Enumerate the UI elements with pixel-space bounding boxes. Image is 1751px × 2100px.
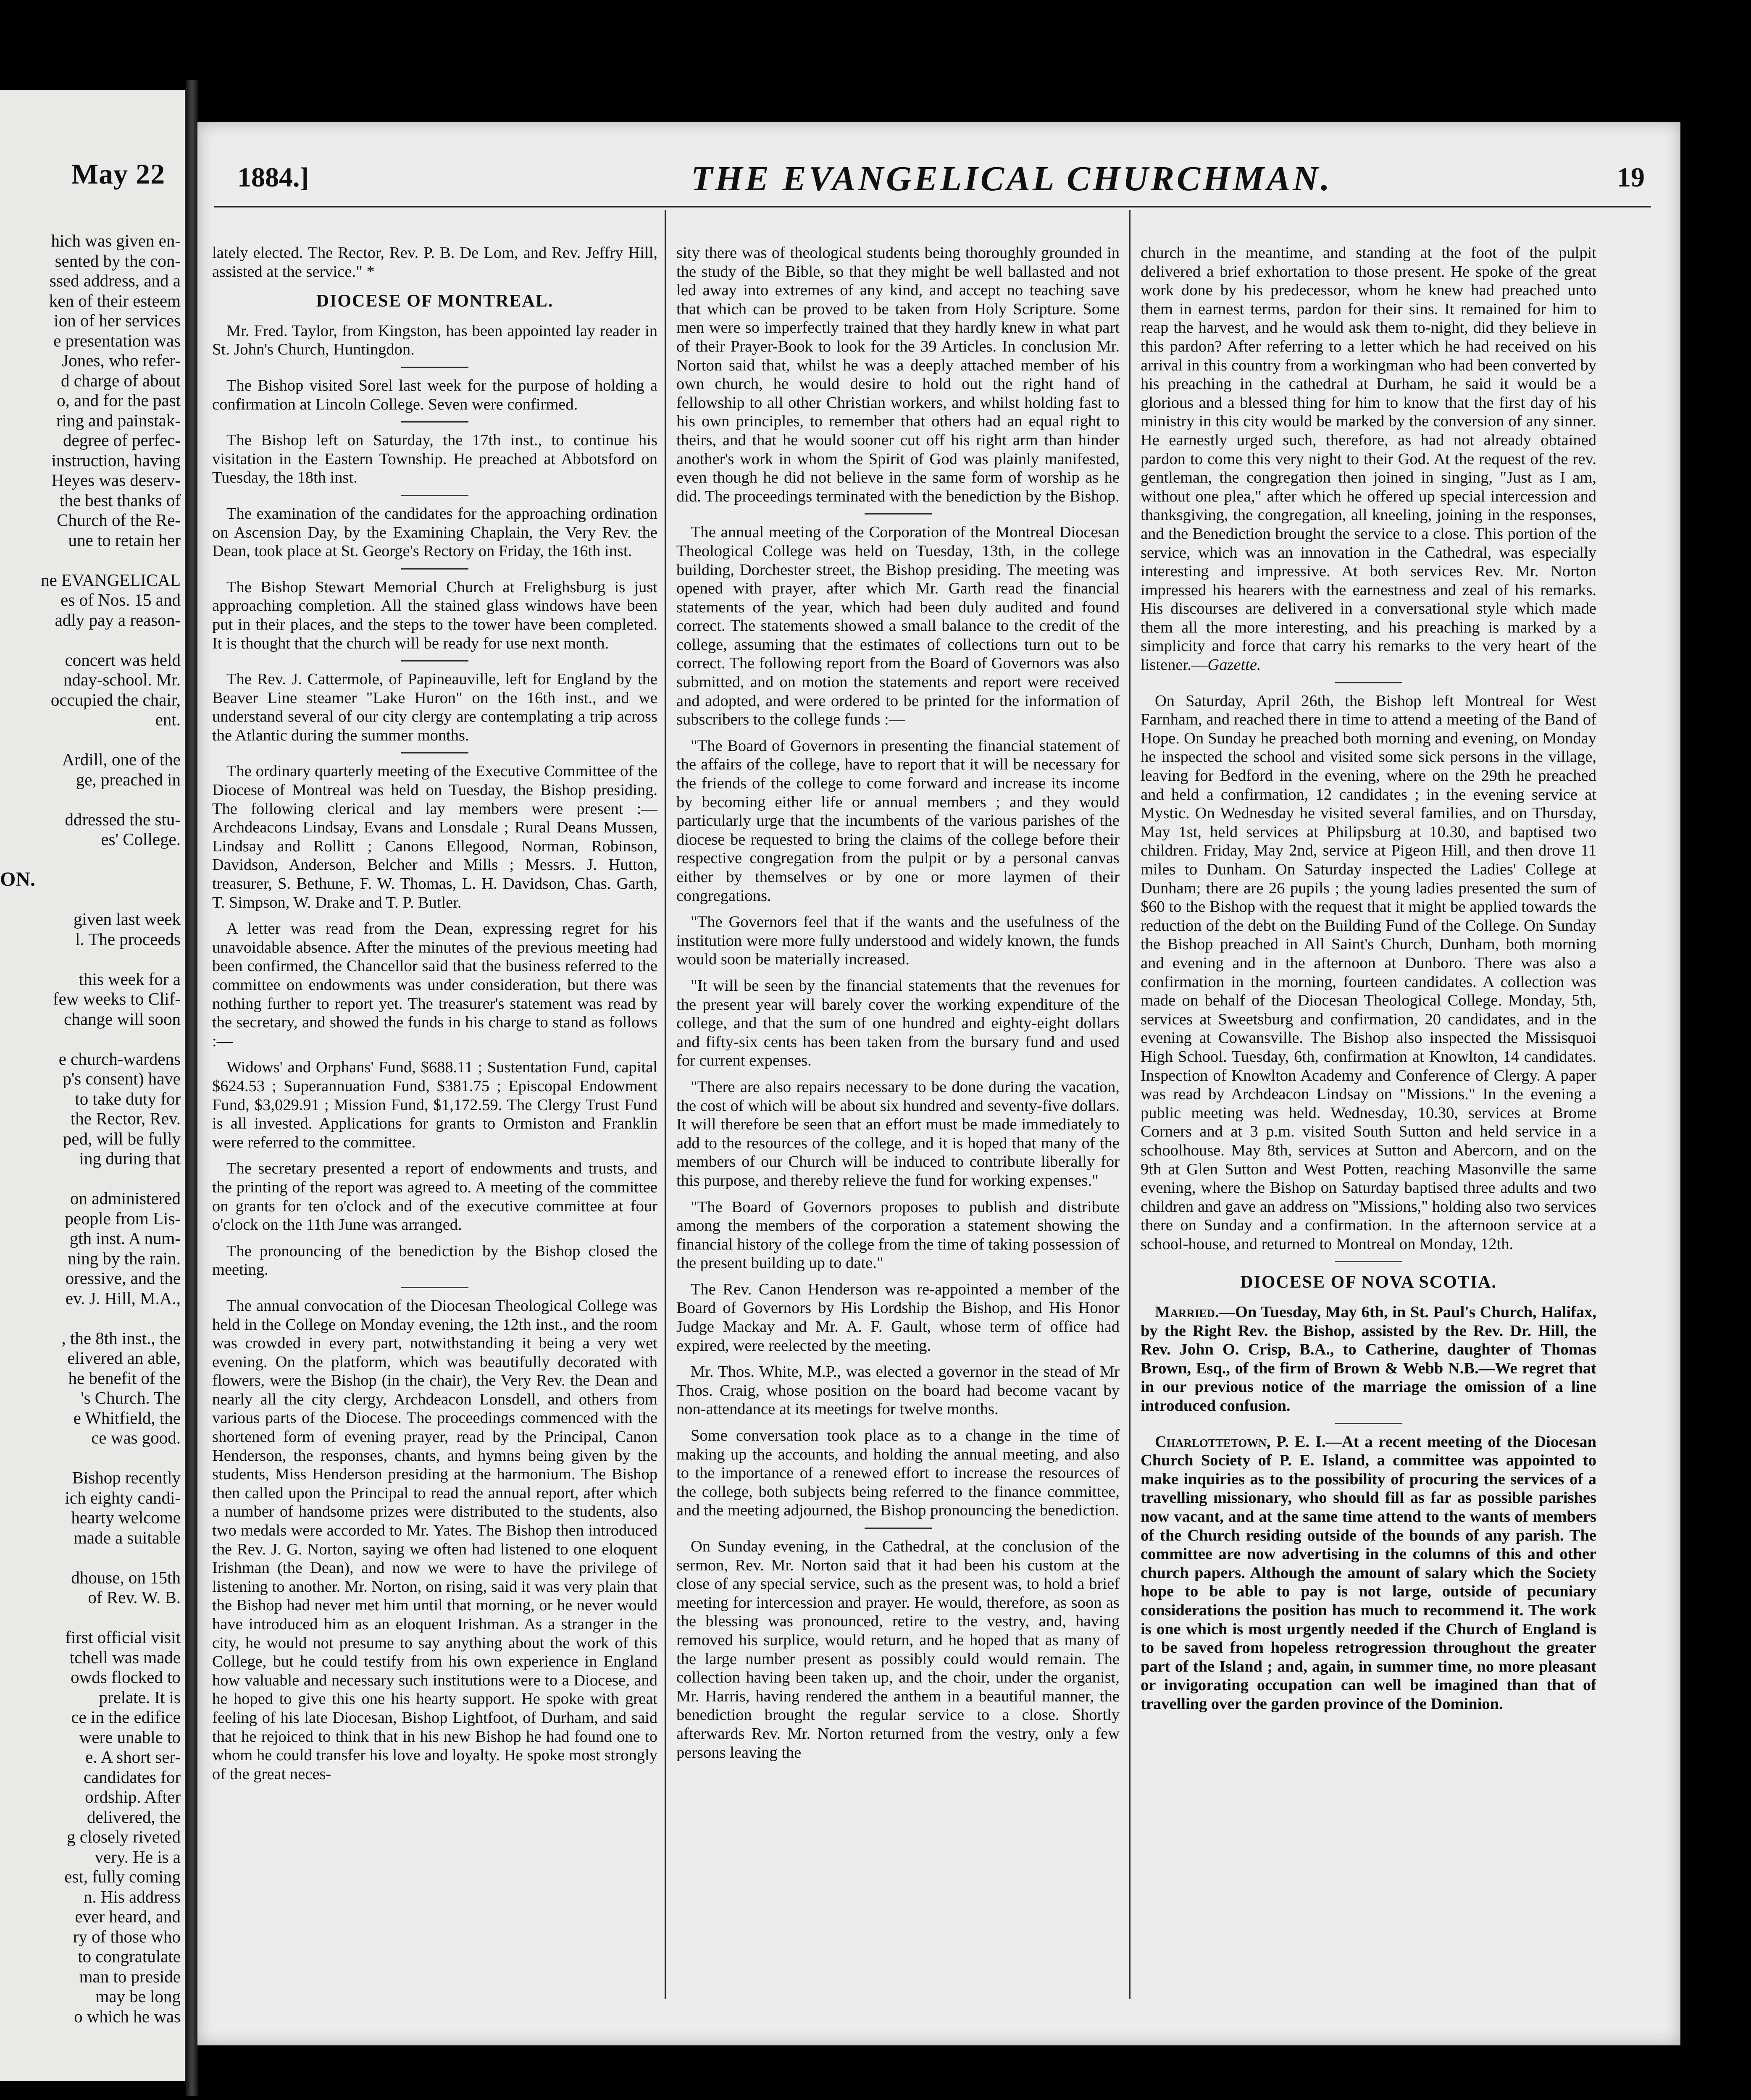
facing-page-line: may be long <box>95 1987 181 2006</box>
article-paragraph: The examination of the candidates for the approaching ordination on Ascension Day, by the Examining Chaplain, the Very Rev. the Dean, took place at St. George's Rectory on Friday, the 16th inst. <box>212 504 657 560</box>
separator-rule <box>1335 1423 1402 1424</box>
column-3 <box>1141 244 1596 2008</box>
facing-page-line: elivered an able, <box>67 1348 181 1368</box>
facing-page-line: ring and painstak- <box>56 410 181 430</box>
article-paragraph: Widows' and Orphans' Fund, $688.11 ; Sustentation Fund, capital $624.53 ; Superannuation Fund, $381.75 ; Episcopal Endowment Fund, $3,029.91 ; Mission Fund, $1,172.59. The Clergy Trust Fund is all invested. Applications for grants to Ormiston and Franklin were referred to the committee. <box>212 1058 657 1151</box>
facing-page-line: hearty welcome <box>71 1508 181 1527</box>
facing-page-line: people from Lis- <box>65 1208 181 1228</box>
facing-page-line: of Rev. W. B. <box>88 1588 181 1607</box>
article-paragraph: On Saturday, April 26th, the Bishop left Montreal for West Farnham, and reached there in time to attend a meeting of the Band of Hope. On Sunday he preached both morning and evening, on Monday he inspected the school and visited some sick persons in the village, leaving for Bedford in the evening, where on the 29th he preached and held a confirmation, 12 candidates ; in the evening service at Mystic. On Wednesday he visited several families, and on Thursday, May 1st, held services at Philipsburg at 10.30, and baptised two children. Friday, May 2nd, service at Pigeon Hill, and then drove 11 miles to Dunham. On Saturday inspected the Ladies' College at Dunham; there are 26 pupils ; the young ladies presented the sum of $60 to the Bishop with the request that it might be applied towards the reduction of the debt on the Building Fund of the College. On Sunday the Bishop preached in All Saint's Church, Dunham, both morning and evening and in the afternoon at Dunboro. There was also a confirmation in the morning, fourteen candidates. A collection was made on behalf of the Diocesan Theological College. Monday, 5th, services at Sweetsburg and confirmation, 20 candidates, and in the evening at Cowansville. The Bishop also inspected the Missisquoi High School. Tuesday, 6th, confirmation at Knowlton, 14 candidates. Inspection of Knowlton Academy and Conference of Clergy. A paper was read by Archdeacon Lindsay on "Missions." In the evening a public meeting was held. Wednesday, 10.30, services at Brome Corners and at 3 p.m. visited South Sutton and held service in a schoolhouse. May 8th, services at Sutton and Abercorn, and on the 9th at Glen Sutton and West Potten, reaching Masonville the same evening, where the Bishop on Saturday baptised three adults and two children and gave an address on "Missions," holding also two services there on Sunday and a confirmation. In the afternoon service at a school-house, and returned to Montreal on Monday, 12th. <box>1141 692 1596 1253</box>
facing-page-line: nday-school. Mr. <box>63 670 181 689</box>
facing-page-gap <box>0 630 181 650</box>
article-paragraph: Some conversation took place as to a change in the time of making up the accounts, and holding the annual meeting, and also to the importance of a renewed effort to increase the resources of the college, both subjects being referred to the finance committee, and the meeting adjourned, the Bishop pronouncing the benediction. <box>676 1427 1120 1520</box>
page-gutter <box>186 80 198 2096</box>
article-paragraph: On Sunday evening, in the Cathedral, at the conclusion of the sermon, Rev. Mr. Norton said that it had been his custom at the close of any special service, such as the present was, to hold a brief meeting for intercession and prayer. He would, therefore, as soon as the blessing was pronounced, retire to the vestry, and, having removed his surplice, would return, and he hoped that as many of the large number present as possibly could would remain. The collection having been taken up, and the choir, under the organist, Mr. Harris, having rendered the anthem in a beautiful manner, the benediction brought the regular service to a close. Shortly afterwards Rev. Mr. Norton returned from the vestry, only a few persons leaving the <box>676 1538 1120 1761</box>
facing-page-line: Heyes was deserv- <box>51 470 181 490</box>
facing-page-line: o, and for the past <box>57 391 181 410</box>
facing-page-gap <box>0 550 181 570</box>
facing-page-line: ce was good. <box>91 1428 181 1447</box>
facing-page-line: une to retain her <box>68 530 181 550</box>
article-paragraph: Mr. Thos. White, M.P., was elected a governor in the stead of Mr Thos. Craig, whose position on the board had become vacant by non-attendance at its meetings for twelve months. <box>676 1363 1120 1418</box>
facing-page-line: first official visit <box>65 1628 181 1647</box>
article-paragraph: The ordinary quarterly meeting of the Executive Committee of the Diocese of Montreal was held on Tuesday, the Bishop presiding. The following clerical and lay members were present :—Archdeacons Lindsay, Evans and Lonsdale ; Rural Deans Mussen, Lindsay and Rollitt ; Canons Ellegood, Norman, Robinson, Davidson, Anderson, Belcher and Mills ; Messrs. J. Hutton, treasurer, S. Bethune, F. W. Thomas, L. H. Davidson, Chas. Garth, T. Simpson, W. Drake and T. P. Butler. <box>212 762 657 911</box>
article-paragraph: A letter was read from the Dean, expressing regret for his unavoidable absence. After the minutes of the previous meeting had been confirmed, the Chancellor said that the business referred to the committee on endowments was under consideration, but there was nothing further to report yet. The treasurer's statement was read by the secretary, and showed the funds in his charge to stand as follows :— <box>212 920 657 1050</box>
separator-rule <box>865 1528 932 1529</box>
section-heading-nova-scotia: DIOCESE OF NOVA SCOTIA. <box>1240 1273 1497 1292</box>
article-paragraph: Mr. Fred. Taylor, from Kingston, has been appointed lay reader in St. John's Church, Huntingdon. <box>212 322 657 359</box>
facing-page-line: ped, will be fully <box>63 1129 181 1148</box>
article-paragraph: sity there was of theological students being thoroughly grounded in the study of the Bible, so that they might be well ballasted and not led away into extremes of any kind, and accept no teaching save that which can be proved to be taken from Holy Scripture. Some men were so imperfectly trained that they hardly knew in what part of their Prayer-Book to look for the 39 Articles. In conclusion Mr. Norton said that, whilst he was a deeply attached member of his own church, he would desire to hold out the right hand of fellowship to all other Christian workers, and whilst holding fast to his own principles, to remember that others had an equal right to theirs, and that he would sooner cut off his right arm than hinder another's work in whom the Spirit of God was plainly manifested, even though he did not believe in the same form of worship as he did. The proceedings terminated with the benediction by the Bishop. <box>676 244 1120 505</box>
facing-page-text <box>0 231 181 2026</box>
separator-rule <box>401 752 468 753</box>
header-rule <box>214 206 1651 207</box>
facing-page-line: oressive, and the <box>65 1268 181 1288</box>
facing-page-line: concert was held <box>65 650 181 669</box>
facing-page-line: degree of perfec- <box>63 430 181 450</box>
section-heading-montreal: DIOCESE OF MONTREAL. <box>316 291 554 311</box>
facing-page-fragment <box>0 90 189 2081</box>
article-paragraph: "It will be seen by the financial statements that the revenues for the present year will barely cover the working expenditure of the college, and that the sum of one hundred and eighty-eight dollars and fifty-six cents has been taken from the bursary fund and used for current expenses. <box>676 976 1120 1070</box>
article-paragraph: "The Governors feel that if the wants and the usefulness of the institution were more fully understood and widely known, the funds would soon be materially increased. <box>676 913 1120 969</box>
article-paragraph: The pronouncing of the benediction by the Bishop closed the meeting. <box>212 1242 657 1279</box>
facing-page-line: ordship. After <box>85 1787 181 1806</box>
facing-page-line: Ardill, one of the <box>62 750 181 769</box>
running-header <box>237 159 1645 204</box>
facing-page-line: hich was given en- <box>51 231 181 250</box>
article-paragraph <box>1141 244 1596 675</box>
separator-rule <box>865 513 932 514</box>
facing-page-line: est, fully coming <box>64 1867 181 1886</box>
facing-page-line: dhouse, on 15th <box>71 1567 181 1587</box>
column-2 <box>676 244 1120 2008</box>
facing-page-line: g closely riveted <box>67 1827 181 1846</box>
facing-page-line: ning by the rain. <box>68 1248 181 1268</box>
facing-page-line: Jones, who refer- <box>62 351 181 370</box>
facing-page-line: very. He is a <box>95 1847 181 1866</box>
facing-page-line: this week for a <box>79 969 181 989</box>
facing-page-line: ing during that <box>79 1149 181 1168</box>
facing-page-line: delivered, the <box>87 1807 181 1827</box>
facing-page-line: l. The proceeds <box>75 929 181 949</box>
separator-rule <box>1335 682 1402 683</box>
separator-rule <box>1335 1261 1402 1262</box>
facing-page-line: owds flocked to <box>71 1667 181 1687</box>
facing-page-line: n. His address <box>83 1887 181 1906</box>
facing-page-line: were unable to <box>79 1727 181 1747</box>
article-paragraph: The Rev. J. Cattermole, of Papineauville, left for England by the Beaver Line steamer "Lake Huron" on the 16th inst., and we understand several of our city clergy are contemplating a trip across the Atlantic during the summer months. <box>212 670 657 744</box>
facing-page-gap <box>0 1608 181 1628</box>
article-paragraph: "The Board of Governors in presenting the financial statement of the affairs of the college, have to report that it will be necessary for the friends of the college to come forward and increase its income by becoming either life or annual members ; and they would particularly urge that the incumbents of the various parishes of the diocese be requested to bring the claims of the college before their respective congregation from the pulpit or by a personal canvas either by themselves or by one or more laymen of their congregations. <box>676 737 1120 905</box>
facing-page-line: ev. J. Hill, M.A., <box>65 1288 181 1308</box>
header-year: 1884.] <box>237 162 309 193</box>
facing-page-line: ce in the edifice <box>71 1707 181 1727</box>
facing-page-line: ry of those who <box>73 1927 181 1946</box>
facing-page-line: tchell was made <box>69 1647 181 1667</box>
column-rule-2 <box>1129 210 1131 1999</box>
facing-page-line: 's Church. The <box>81 1388 181 1407</box>
facing-page-line: instruction, having <box>51 450 181 470</box>
facing-page-line: o which he was <box>74 2006 181 2026</box>
article-paragraph: "There are also repairs necessary to be done during the vacation, the cost of which will be about six hundred and seventy-five dollars. It will therefore be seen that an effort must be made immediately to add to the resources of the college, and it is hoped that many of the members of our Church will be induced to contribute liberally for this purpose, and thereby relieve the fund for working expenses." <box>676 1078 1120 1189</box>
facing-page-line: the Rector, Rev. <box>70 1109 181 1128</box>
facing-page-line: ddressed the stu- <box>65 809 181 829</box>
facing-page-line: ken of their esteem <box>49 291 181 310</box>
article-paragraph: The secretary presented a report of endowments and trusts, and the printing of the report was agreed to. A meeting of the committee on grants for ten o'clock and of the executive committee at four o'clock on the 11th June was arranged. <box>212 1160 657 1234</box>
facing-page-line: change will soon <box>64 1009 181 1029</box>
separator-rule <box>401 660 468 662</box>
facing-page-line: e presentation was <box>53 331 181 350</box>
separator-rule <box>401 421 468 423</box>
facing-page-line: he benefit of the <box>68 1368 181 1388</box>
facing-page-line: d charge of about <box>61 370 181 390</box>
facing-page-line: ever heard, and <box>75 1907 181 1926</box>
newspaper-page <box>197 122 1680 2045</box>
article-paragraph: "The Board of Governors proposes to publish and distribute among the members of the corporation a statement showing the financial history of the college from the time of taking possession of the present building up to date." <box>676 1198 1120 1272</box>
article-paragraph: The annual convocation of the Diocesan Theological College was held in the College on Monday evening, the 12th inst., and the room was crowded in every part, notwithstanding it being a very wet evening. On the platform, which was beautifully decorated with flowers, were the Bishop (in the chair), the Very Rev. the Dean and nearly all the city clergy, Archdeacon Lonsdell, and others from various parts of the Diocese. The proceedings commenced with the shortened form of evening prayer, read by the Principal, Canon Henderson, the responses, chants, and hymns being given by the students, Miss Henderson presiding at the harmonium. The Bishop then called upon the Principal to read the annual report, after which a number of handsome prizes were distributed to the students, also two medals were accorded to Mr. Yates. The Bishop then introduced the Rev. J. G. Norton, saying we often had listened to one eloquent Irishman (the Dean), and now we were to have the privilege of listening to another. Mr. Norton, on rising, said it was very plain that the Bishop had never met him until that morning, or he never would have introduced him as an eloquent Irishman. As a stranger in the city, he would not presume to say anything about the work of this College, but he could testify from his own experience in England how valuable and necessary such institutions were to a Diocese, and he hoped to give this one his hearty support. He spoke with great feeling of his late Diocesan, Bishop Lightfoot, of Durham, and said that he rejoiced to think that in his new Bishop he had found one to whom he could transfer his love and loyalty. He spoke most strongly of the great neces- <box>212 1297 657 1783</box>
paragraph-text: —At a recent meeting of the Diocesan Church Society of P. E. Island, a committee was appointed to make inquiries as to the possibility of procuring the services of a travelling missionary, who should fill as far as possible parishes now vacant, and at the same time attend to the wants of members of the Church residing outside of the bounds of any parish. The committee are now advertising in the columns of this and other church papers. Although the amount of salary which the Society hope to be able to pay is not large, outside of pecuniary considerations the position has much to recommend it. The work is one which is most urgently needed if the Church of England is to be saved from hopeless retrogression throughout the greater part of the Island ; and, again, in summer time, no more pleasant or invigorating occupation can well be imagined than that of travelling over the garden province of the Dominion. <box>1141 1433 1596 1713</box>
facing-page-line: ich eighty candi- <box>65 1488 181 1507</box>
facing-page-line: adly pay a reason- <box>55 610 181 630</box>
facing-page-line: es' College. <box>101 830 181 849</box>
separator-rule <box>401 367 468 368</box>
paragraph-text: —On Tuesday, May 6th, in St. Paul's Church, Halifax, by the Right Rev. the Bishop, assisted by the Rev. Dr. Hill, the Rev. John O. Crisp, B.A., to Catherine, daughter of Thomas Brown, Esq., of the firm of Brown & Webb N.B.—We regret that in our previous notice of the marriage the omission of a line introduced confusion. <box>1141 1303 1596 1415</box>
facing-page-line: candidates for <box>83 1767 181 1787</box>
facing-page-gap <box>0 1548 181 1568</box>
facing-page-line: ssed address, and a <box>50 271 181 290</box>
facing-page-line: gth inst. A num- <box>69 1228 181 1248</box>
facing-page-line: given last week <box>73 909 181 929</box>
facing-page-gap <box>0 949 181 969</box>
facing-page-gap <box>0 1308 181 1328</box>
facing-page-line: ion of her services <box>54 311 181 330</box>
facing-page-line: to take duty for <box>75 1089 181 1108</box>
notice-label: Charlottetown, P. E. I. <box>1155 1433 1326 1451</box>
column-1 <box>212 244 657 2008</box>
facing-page-line: ge, preached in <box>76 769 181 789</box>
facing-page-line: on administered <box>70 1189 181 1208</box>
facing-page-gap <box>0 1448 181 1468</box>
facing-page-line: e Whitfield, the <box>73 1408 181 1428</box>
facing-page-gap <box>0 850 181 870</box>
article-paragraph <box>1141 1303 1596 1415</box>
facing-page-line: Bishop recently <box>72 1468 181 1487</box>
facing-page-line: to congratulate <box>78 1947 181 1966</box>
facing-page-header: May 22 <box>71 158 166 190</box>
facing-page-line: the best thanks of <box>59 490 181 510</box>
facing-page-gap <box>0 1029 181 1049</box>
page-number: 19 <box>1617 162 1645 193</box>
column-rule-1 <box>665 210 666 1999</box>
article-paragraph: The Bishop Stewart Memorial Church at Frelighsburg is just approaching completion. All the stained glass windows have been put in their places, and the steps to the tower have been completed. It is thought that the church will be ready for use next month. <box>212 578 657 652</box>
facing-page-line: e church-wardens <box>58 1049 181 1068</box>
notice-label: Married. <box>1155 1303 1219 1321</box>
facing-page-line: es of Nos. 15 and <box>60 590 181 609</box>
separator-rule <box>401 568 468 570</box>
facing-page-line: few weeks to Clif- <box>53 989 181 1008</box>
facing-page-gap <box>0 890 181 910</box>
article-paragraph: lately elected. The Rector, Rev. P. B. De Lom, and Rev. Jeffry Hill, assisted at the service." * <box>212 244 657 281</box>
article-paragraph: The annual meeting of the Corporation of the Montreal Diocesan Theological College was held on Tuesday, 13th, in the college building, Dorchester street, the Bishop presiding. The meeting was opened with prayer, after which Mr. Garth read the financial statements of the year, which had been duly audited and found correct. The statements showed a small balance to the credit of the college, assuming that the estimates of collections turn out to be correct. The following report from the Board of Governors was also submitted, and on motion the statements and report were received and adopted, and were ordered to be printed for the information of subscribers to the college funds :— <box>676 523 1120 729</box>
separator-rule <box>401 495 468 496</box>
facing-page-line: man to preside <box>79 1966 181 1986</box>
article-paragraph <box>1141 1433 1596 1714</box>
facing-page-gap <box>0 730 181 750</box>
source-credit: Gazette. <box>1207 656 1261 674</box>
paragraph-text: church in the meantime, and standing at the foot of the pulpit delivered a brief exhortation to those present. He spoke of the great work done by his predecessor, whom he knew had preached unto them in earnest terms, pardon for their sins. It remained for him to reap the harvest, and he would ask them to-night, did they believe in this pardon? After referring to a letter which he had received on his arrival in this country from a workingman who had been converted by his preaching in the cathedral at Durham, he said it would be a glorious and a blessed thing for him to know that the first day of his ministry in this city would be marked by the conversion of any sinner. He earnestly urged such, therefore, as had not already obtained pardon to come this very night to their God. At the request of the rev. gentleman, the congregation then joined in singing, "Just as I am, without one plea," after which he offered up special intercession and thanksgiving, the congregation, all kneeling, joining in the responses, and the Benediction brought the service to a close. This portion of the service, which was an innovation in the Cathedral, was especially interesting and impressive. At both services Rev. Mr. Norton impressed his hearers with the earnestness and zeal of his remarks. His discourses are delivered in a conversational style which made them all the more interesting, and his preaching is marked by a simplicity and force that carry his remarks to the very heart of the listener.— <box>1141 244 1596 674</box>
facing-page-line: p's consent) have <box>63 1069 181 1088</box>
article-paragraph: The Rev. Canon Henderson was re-appointed a member of the Board of Governors by His Lordship the Bishop, and His Honor Judge Mackay and Mr. A. F. Gault, whose term of office had expired, were reelected by the meeting. <box>676 1280 1120 1354</box>
facing-page-line: occupied the chair, <box>50 690 181 709</box>
facing-page-gap <box>0 790 181 810</box>
masthead-title: THE EVANGELICAL CHURCHMAN. <box>691 159 1332 198</box>
article-paragraph: The Bishop visited Sorel last week for the purpose of holding a confirmation at Lincoln College. Seven were confirmed. <box>212 376 657 413</box>
facing-page-line: , the 8th inst., the <box>61 1328 181 1348</box>
facing-page-line: made a suitable <box>73 1528 181 1547</box>
facing-page-line: e. A short ser- <box>85 1747 181 1767</box>
article-paragraph: The Bishop left on Saturday, the 17th inst., to continue his visitation in the Eastern Township. He preached at Abbotsford on Tuesday, the 18th inst. <box>212 431 657 487</box>
facing-page-line: ne EVANGELICAL <box>41 570 181 590</box>
facing-page-line: prelate. It is <box>99 1687 181 1707</box>
separator-rule <box>401 1287 468 1288</box>
facing-page-gap <box>0 1169 181 1189</box>
facing-page-line: ent. <box>155 710 181 729</box>
facing-page-line: Church of the Re- <box>57 510 181 530</box>
facing-page-line: sented by the con- <box>55 251 181 270</box>
facing-page-line: ON. <box>0 869 35 890</box>
